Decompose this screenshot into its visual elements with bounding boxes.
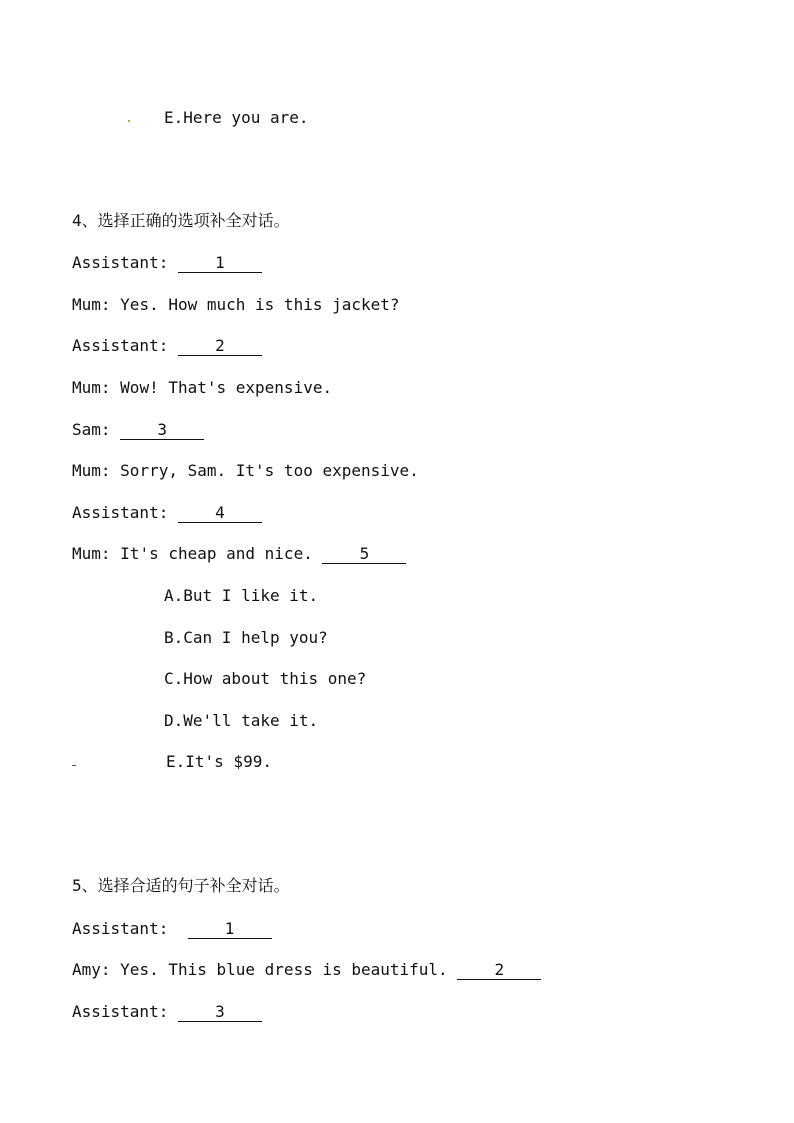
q5-line-1 (72, 919, 272, 939)
line-text: Sorry, Sam. It's too expensive. (120, 461, 419, 480)
q5-heading: 5、选择合适的句子补全对话。 (72, 876, 290, 895)
speaker: Assistant: (72, 336, 178, 355)
q4-line-3 (72, 336, 262, 356)
q4-option-e: E.It's $99. (166, 752, 272, 771)
q4-line-8 (72, 544, 406, 564)
q3-option-e: E.Here you are. (164, 108, 309, 127)
speaker: Assistant: (72, 253, 178, 272)
q4-option-b: B.Can I help you? (164, 628, 328, 647)
answer-blank[interactable]: 1 (188, 921, 272, 939)
q4-line-4 (72, 378, 332, 398)
answer-blank[interactable]: 2 (457, 962, 541, 980)
speaker: Mum: (72, 295, 121, 314)
q4-option-d: D.We'll take it. (164, 711, 319, 730)
answer-blank[interactable]: 4 (178, 505, 262, 523)
speaker: Assistant: (72, 503, 178, 522)
q4-line-7 (72, 503, 262, 523)
q4-line-2 (72, 295, 400, 315)
speaker: Mum: (72, 378, 121, 397)
answer-blank[interactable]: 1 (178, 255, 262, 273)
line-text: Yes. How much is this jacket? (120, 295, 400, 314)
stray-dash-mark (72, 765, 76, 766)
line-text: Wow! That's expensive. (120, 378, 333, 397)
q4-option-a: A.But I like it. (164, 586, 319, 605)
speaker: Assistant: (72, 919, 188, 938)
speaker: Amy: (72, 960, 121, 979)
q4-line-5 (72, 420, 204, 440)
stray-dot-mark (128, 120, 130, 122)
q4-line-1 (72, 253, 262, 273)
q4-line-6 (72, 461, 419, 481)
q4-heading: 4、选择正确的选项补全对话。 (72, 211, 290, 230)
q5-line-3 (72, 1002, 262, 1022)
answer-blank[interactable]: 3 (178, 1004, 262, 1022)
answer-blank[interactable]: 3 (120, 422, 204, 440)
speaker: Assistant: (72, 1002, 178, 1021)
answer-blank[interactable]: 2 (178, 338, 262, 356)
speaker: Mum: (72, 544, 121, 563)
speaker: Sam: (72, 420, 121, 439)
line-text: Yes. This blue dress is beautiful. (120, 960, 458, 979)
q5-line-2 (72, 960, 541, 980)
q4-option-c: C.How about this one? (164, 669, 367, 688)
line-text: It's cheap and nice. (120, 544, 323, 563)
answer-blank[interactable]: 5 (322, 546, 406, 564)
speaker: Mum: (72, 461, 121, 480)
